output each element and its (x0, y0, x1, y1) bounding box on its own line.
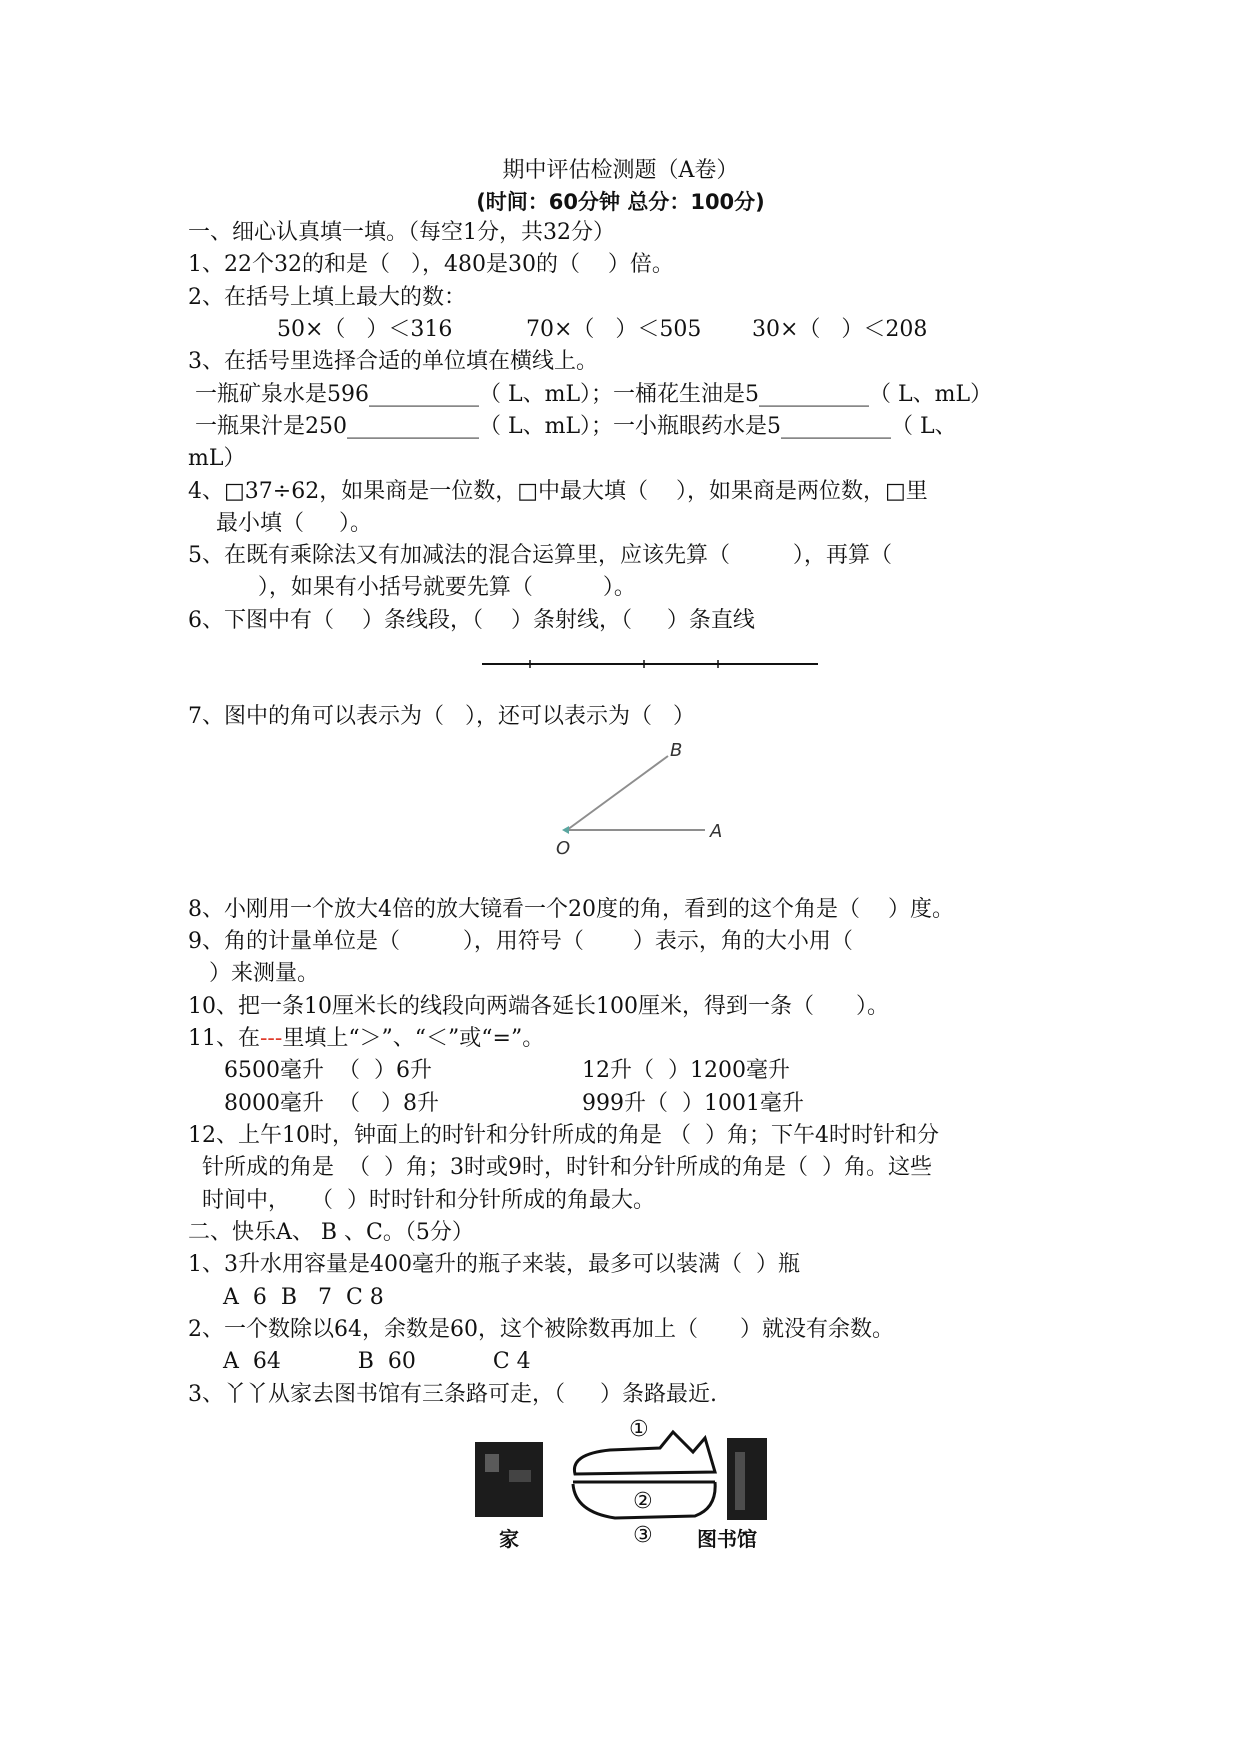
question-1-6: 6、下图中有（ ）条线段，（ ）条射线，（ ）条直线 (188, 608, 755, 633)
home-label: 家 (499, 1527, 519, 1551)
route-2-label: ② (633, 1489, 653, 1514)
question-2-1: 1、3升水用容量是400毫升的瓶子来装，最多可以装满（ ）瓶 (188, 1252, 800, 1277)
question-1-5-line-1: 5、在既有乘除法又有加减法的混合运算里，应该先算（ ），再算（ (188, 543, 892, 568)
question-1-1: 1、22个32的和是（ ），480是30的（ ）倍。 (188, 252, 674, 277)
question-1-11-row-2-right: 999升（ ）1001毫升 (582, 1091, 804, 1116)
question-1-12-line-3: 时间中， （ ）时时针和分针所成的角最大。 (188, 1188, 655, 1213)
question-1-11-suffix: 里填上“＞”、“＜”或“=”。 (282, 1026, 545, 1051)
question-1-8: 8、小刚用一个放大4倍的放大镜看一个20度的角，看到的这个角是（ ）度。 (188, 897, 954, 922)
question-1-11-row-1-left: 6500毫升 （ ）6升 (224, 1058, 432, 1083)
page-subtitle: (时间：60分钟 总分：100分) (476, 190, 765, 214)
question-1-12-line-2: 针所成的角是 （ ）角；3时或9时，时针和分针所成的角是（ ）角。这些 (188, 1155, 932, 1180)
route-3-label: ③ (633, 1523, 653, 1548)
section1-heading: 一、细心认真填一填。（每空1分，共32分） (188, 220, 615, 245)
question-1-7: 7、图中的角可以表示为（ ），还可以表示为（ ） (188, 704, 695, 729)
question-1-2: 2、在括号上填上最大的数： (188, 285, 466, 310)
route-1-label: ① (629, 1417, 649, 1442)
question-1-12-line-1: 12、上午10时，钟面上的时针和分针所成的角是 （ ）角；下午4时时针和分 (188, 1123, 939, 1148)
section2-heading: 二、快乐A、 B 、C。（5分） (188, 1220, 474, 1245)
angle-label-a: A (710, 821, 723, 842)
page-title: 期中评估检测题（A卷） (502, 158, 739, 183)
question-1-4-line-2: 最小填（ ）。 (188, 511, 372, 536)
question-2-3: 3、丫丫从家去图书馆有三条路可走，（ ）条路最近. (188, 1382, 717, 1407)
question-1-5-line-2: ），如果有小括号就要先算（ ）。 (188, 575, 636, 600)
question-1-11-dash: --- (260, 1026, 283, 1051)
question-1-4-line-1: 4、□37÷62，如果商是一位数，□中最大填（ ），如果商是两位数，□里 (188, 479, 928, 504)
question-1-9-line-2: ）来测量。 (188, 961, 319, 986)
home-window-icon (485, 1454, 499, 1472)
question-1-11-row-1-right: 12升（ ）1200毫升 (582, 1058, 790, 1083)
question-2-2: 2、一个数除以64，余数是60，这个被除数再加上（ ）就没有余数。 (188, 1317, 894, 1342)
question-1-3-line-1: 一瓶矿泉水是596__________（ L、mL）；一桶花生油是5__________（ L、mL） (188, 382, 993, 407)
angle-figure (540, 740, 740, 860)
question-1-3-line-3: mL） (188, 446, 246, 471)
angle-label-o: O (556, 838, 571, 859)
question-2-1-options: A 6 B 7 C 8 (188, 1285, 384, 1310)
question-1-11-row-2-left: 8000毫升 （ ）8升 (224, 1091, 439, 1116)
ray-ob (567, 756, 668, 830)
question-1-9-line-1: 9、角的计量单位是（ ），用符号（ ）表示，角的大小用（ (188, 929, 853, 954)
home-detail-icon (509, 1470, 531, 1482)
route-map-figure (465, 1412, 785, 1562)
library-window-icon (735, 1452, 745, 1510)
question-1-3-line-2: 一瓶果汁是250____________（ L、mL）；一小瓶眼药水是5__________（ L、 (188, 414, 957, 439)
vertex-mark (562, 826, 569, 834)
question-1-2-item-1: 50×（ ）＜316 (277, 317, 453, 342)
library-building-icon (727, 1438, 767, 1520)
question-1-3: 3、在括号里选择合适的单位填在横线上。 (188, 349, 598, 374)
question-1-11 (188, 1024, 544, 1054)
line-segment-figure (478, 652, 828, 676)
question-1-2-item-3: 30×（ ）＜208 (752, 317, 928, 342)
question-1-10: 10、把一条10厘米长的线段向两端各延长100厘米，得到一条（ ）。 (188, 994, 889, 1019)
question-1-11-prefix: 11、在 (188, 1026, 260, 1051)
library-label: 图书馆 (697, 1527, 757, 1551)
question-2-2-options: A 64 B 60 C 4 (188, 1349, 531, 1374)
question-1-2-item-2: 70×（ ）＜505 (526, 317, 702, 342)
angle-label-b: B (670, 740, 683, 761)
